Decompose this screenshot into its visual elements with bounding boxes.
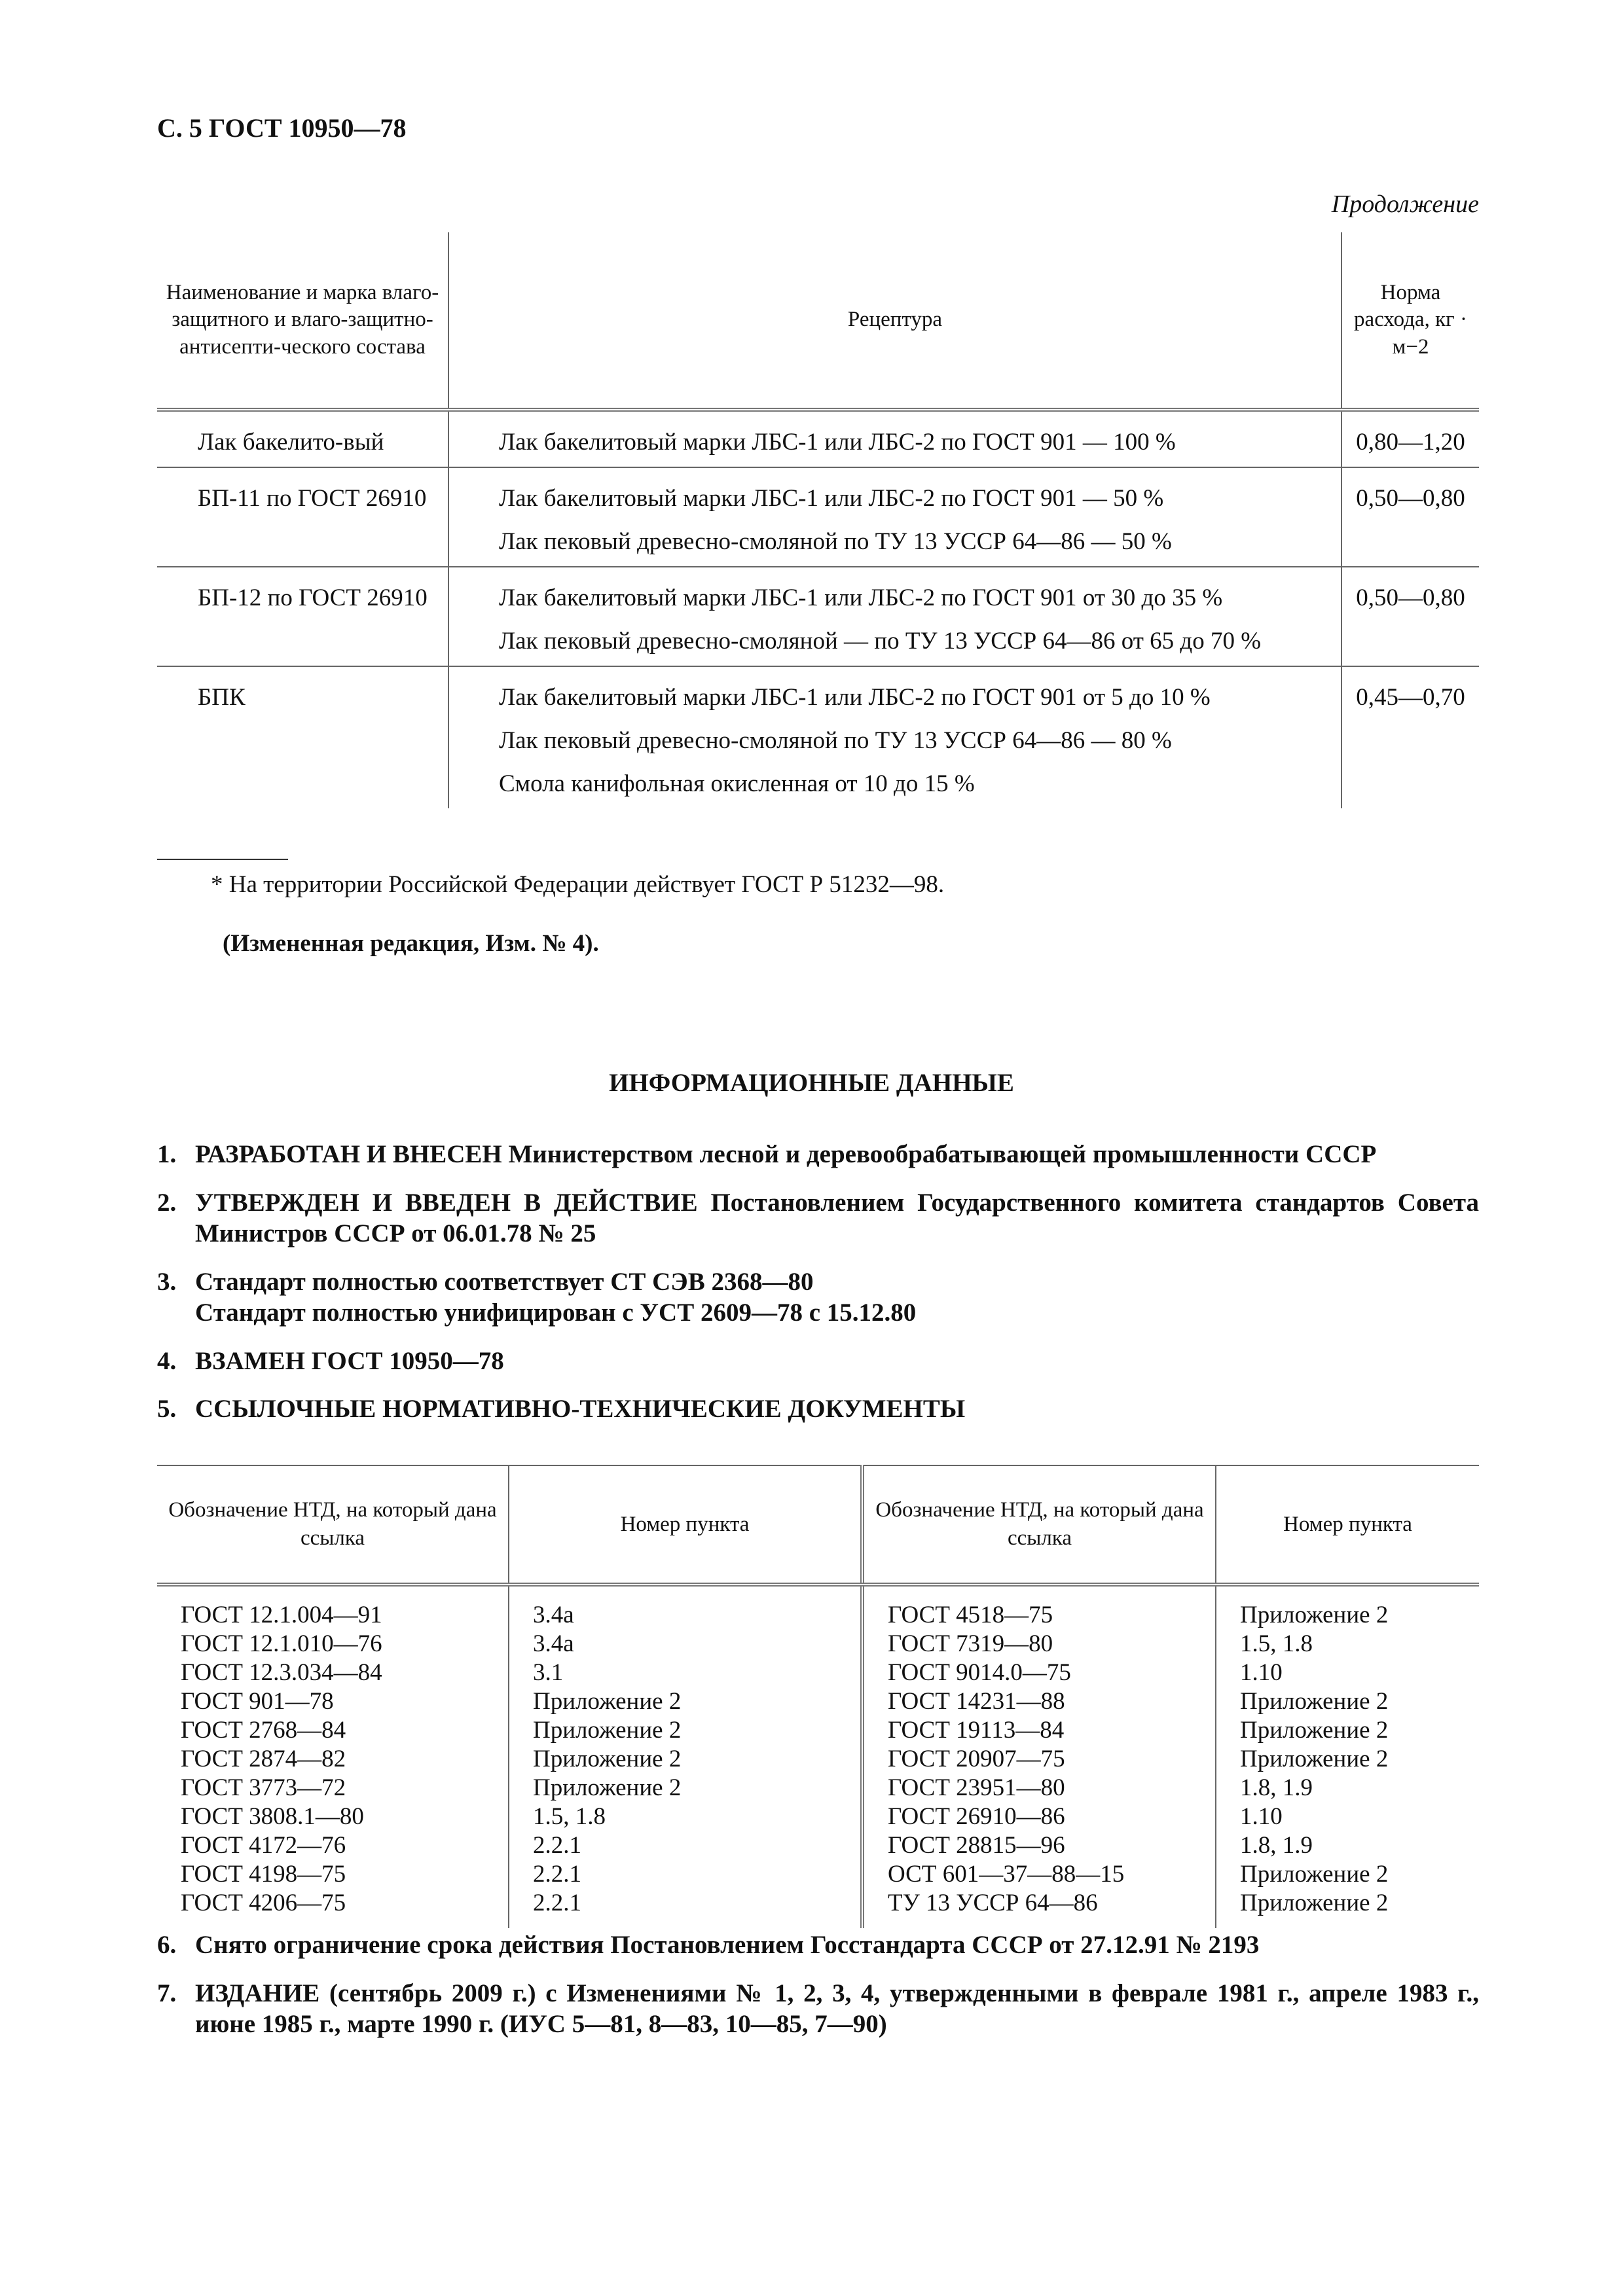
ref-document: ГОСТ 4518—75 <box>888 1602 1053 1628</box>
ref-document: ГОСТ 3773—72 <box>181 1774 346 1801</box>
ref-clause: 3.4а <box>533 1630 574 1657</box>
ref-document: ГОСТ 4206—75 <box>181 1890 346 1916</box>
ref-document: ТУ 13 УССР 64—86 <box>888 1890 1098 1916</box>
ref-clause: Приложение 2 <box>533 1717 682 1744</box>
ref-clause: 1.8, 1.9 <box>1240 1774 1313 1801</box>
table-row <box>157 666 1479 808</box>
info-item <box>157 1393 1479 1425</box>
info-item <box>157 1187 1479 1249</box>
item-text: Постановлением Государственного комитета стандартов Совета Министров СССР от 06.01.78 № 25 <box>195 1188 1479 1248</box>
item-text: (сентябрь 2009 г.) с Изменениями № 1, 2, 3, 4, утвержденными в феврале 1981 г., апреле 1983 г., июне 1985 г., марте 1990 г. (ИУС 5—81, 8—83, 10—85, 7—90) <box>195 1979 1479 2039</box>
column-header-clause: Номер пункта <box>1216 1465 1479 1585</box>
ref-document: ГОСТ 19113—84 <box>888 1717 1065 1744</box>
ref-docs-left <box>157 1585 509 1928</box>
consumption-norm: 0,45—0,70 <box>1341 666 1479 808</box>
ref-clause: 1.10 <box>1240 1803 1283 1830</box>
item-lead: УТВЕРЖДЕН И ВВЕДЕН В ДЕЙСТВИЕ <box>195 1188 698 1217</box>
recipe-table-header-row <box>157 232 1479 410</box>
amendment-note: (Измененная редакция, Изм. № 4). <box>223 930 599 957</box>
recipe-line: Лак бакелитовый марки ЛБС-1 или ЛБС-2 по ГОСТ 901 от 30 до 35 % <box>499 584 1223 611</box>
item-number: 1. <box>157 1140 177 1168</box>
ref-docs-right <box>862 1585 1216 1928</box>
recipe-line: Лак пековый древесно-смоляной по ТУ 13 УССР 64—86 — 50 % <box>499 528 1172 555</box>
ref-items-right <box>1216 1585 1479 1928</box>
ref-document: ГОСТ 12.1.010—76 <box>181 1630 382 1657</box>
ref-clause: 1.5, 1.8 <box>533 1803 606 1830</box>
ref-document: ГОСТ 26910—86 <box>888 1803 1065 1830</box>
page-header: С. 5 ГОСТ 10950—78 <box>157 113 407 143</box>
ref-clause: Приложение 2 <box>1240 1688 1389 1715</box>
ref-document: ГОСТ 4172—76 <box>181 1832 346 1859</box>
ref-clause: Приложение 2 <box>1240 1861 1389 1888</box>
consumption-norm: 0,50—0,80 <box>1341 467 1479 567</box>
info-list <box>157 1139 1479 1442</box>
consumption-norm: 0,50—0,80 <box>1341 567 1479 666</box>
references-body-row <box>157 1585 1479 1928</box>
continuation-label: Продолжение <box>1331 190 1479 218</box>
column-header-norm <box>1341 232 1479 410</box>
ref-document: ГОСТ 4198—75 <box>181 1861 346 1888</box>
ref-clause: 2.2.1 <box>533 1861 581 1888</box>
recipe-cell <box>448 666 1341 808</box>
ref-clause: 2.2.1 <box>533 1832 581 1859</box>
ref-clause: 3.1 <box>533 1659 564 1686</box>
composition-name: БПК <box>157 666 448 808</box>
item-text-line: Стандарт полностью унифицирован с УСТ 2609—78 с 15.12.80 <box>195 1299 917 1327</box>
recipe-table <box>157 232 1479 808</box>
info-section-title: ИНФОРМАЦИОННЫЕ ДАННЫЕ <box>609 1069 1014 1097</box>
ref-clause: Приложение 2 <box>1240 1717 1389 1744</box>
column-header-name: Наименование и марка влаго-защитного и влаго-защитно-антисепти-ческого состава <box>157 232 448 410</box>
table-row <box>157 467 1479 567</box>
item-number: 5. <box>157 1395 177 1424</box>
ref-document: ГОСТ 3808.1—80 <box>181 1803 364 1830</box>
references-header-row <box>157 1465 1479 1585</box>
footnote: * На территории Российской Федерации действует ГОСТ Р 51232—98. <box>211 871 945 898</box>
recipe-line: Смола канифольная окисленная от 10 до 15 % <box>499 770 975 797</box>
consumption-norm: 0,80—1,20 <box>1341 410 1479 467</box>
ref-document: ГОСТ 7319—80 <box>888 1630 1053 1657</box>
ref-clause: 3.4а <box>533 1602 574 1628</box>
recipe-line: Лак бакелитовый марки ЛБС-1 или ЛБС-2 по ГОСТ 901 — 50 % <box>499 484 1164 512</box>
info-item <box>157 1266 1479 1329</box>
recipe-cell <box>448 567 1341 666</box>
recipe-cell <box>448 467 1341 567</box>
ref-document: ГОСТ 2874—82 <box>181 1746 346 1772</box>
ref-clause: 2.2.1 <box>533 1890 581 1916</box>
ref-clause: 1.8, 1.9 <box>1240 1832 1313 1859</box>
ref-clause: 1.5, 1.8 <box>1240 1630 1313 1657</box>
ref-document: ГОСТ 28815—96 <box>888 1832 1065 1859</box>
column-header-document: Обозначение НТД, на который дана ссылка <box>862 1465 1216 1585</box>
ref-document: ГОСТ 23951—80 <box>888 1774 1065 1801</box>
references-table <box>157 1465 1479 1928</box>
item-text: Снято ограничение срока действия Постановлением Госстандарта СССР от 27.12.91 № 2193 <box>195 1931 1260 1959</box>
footnote-divider <box>157 859 288 860</box>
composition-name: БП-12 по ГОСТ 26910 <box>157 567 448 666</box>
ref-document: ГОСТ 12.3.034—84 <box>181 1659 382 1686</box>
info-item <box>157 1978 1479 2040</box>
item-number: 2. <box>157 1188 177 1217</box>
table-row <box>157 410 1479 467</box>
info-item <box>157 1139 1479 1170</box>
info-item <box>157 1929 1479 1961</box>
column-header-document: Обозначение НТД, на который дана ссылка <box>157 1465 509 1585</box>
ref-document: ГОСТ 901—78 <box>181 1688 334 1715</box>
item-lead: ИЗДАНИЕ <box>195 1979 320 2007</box>
ref-clause: Приложение 2 <box>533 1688 682 1715</box>
item-number: 4. <box>157 1346 177 1375</box>
ref-document: ГОСТ 14231—88 <box>888 1688 1065 1715</box>
item-lead: РАЗРАБОТАН И ВНЕСЕН <box>195 1140 502 1168</box>
ref-clause: Приложение 2 <box>1240 1746 1389 1772</box>
info-item <box>157 1346 1479 1377</box>
info-list-continued <box>157 1929 1479 2057</box>
column-header-recipe: Рецептура <box>448 232 1341 410</box>
ref-items-left <box>509 1585 862 1928</box>
composition-name: БП-11 по ГОСТ 26910 <box>157 467 448 567</box>
ref-clause: Приложение 2 <box>1240 1890 1389 1916</box>
recipe-line: Лак пековый древесно-смоляной — по ТУ 13 УССР 64—86 от 65 до 70 % <box>499 627 1262 655</box>
item-number: 6. <box>157 1931 177 1959</box>
item-text: ВЗАМЕН ГОСТ 10950—78 <box>195 1346 504 1375</box>
table-row <box>157 567 1479 666</box>
norm-header-label: Норма расхода, кг · м−2 <box>1354 281 1467 359</box>
item-number: 3. <box>157 1267 177 1296</box>
recipe-line: Лак бакелитовый марки ЛБС-1 или ЛБС-2 по ГОСТ 901 от 5 до 10 % <box>499 683 1211 711</box>
ref-document: ГОСТ 2768—84 <box>181 1717 346 1744</box>
ref-document: ОСТ 601—37—88—15 <box>888 1861 1125 1888</box>
ref-document: ГОСТ 20907—75 <box>888 1746 1065 1772</box>
ref-clause: 1.10 <box>1240 1659 1283 1686</box>
ref-clause: Приложение 2 <box>533 1746 682 1772</box>
recipe-line: Лак бакелитовый марки ЛБС-1 или ЛБС-2 по ГОСТ 901 — 100 % <box>499 429 1176 456</box>
item-text: Министерством лесной и деревообрабатывающей промышленности СССР <box>501 1140 1377 1168</box>
recipe-line: Лак пековый древесно-смоляной по ТУ 13 УССР 64—86 — 80 % <box>499 726 1172 754</box>
ref-clause: Приложение 2 <box>1240 1602 1389 1628</box>
item-number: 7. <box>157 1979 177 2007</box>
recipe-cell <box>448 410 1341 467</box>
composition-name: Лак бакелито-вый <box>198 429 384 456</box>
item-text-line: Стандарт полностью соответствует СТ СЭВ 2368—80 <box>195 1267 814 1296</box>
ref-document: ГОСТ 12.1.004—91 <box>181 1602 382 1628</box>
ref-document: ГОСТ 9014.0—75 <box>888 1659 1071 1686</box>
ref-clause: Приложение 2 <box>533 1774 682 1801</box>
item-text: ССЫЛОЧНЫЕ НОРМАТИВНО-ТЕХНИЧЕСКИЕ ДОКУМЕНТЫ <box>195 1395 966 1424</box>
column-header-clause: Номер пункта <box>509 1465 862 1585</box>
